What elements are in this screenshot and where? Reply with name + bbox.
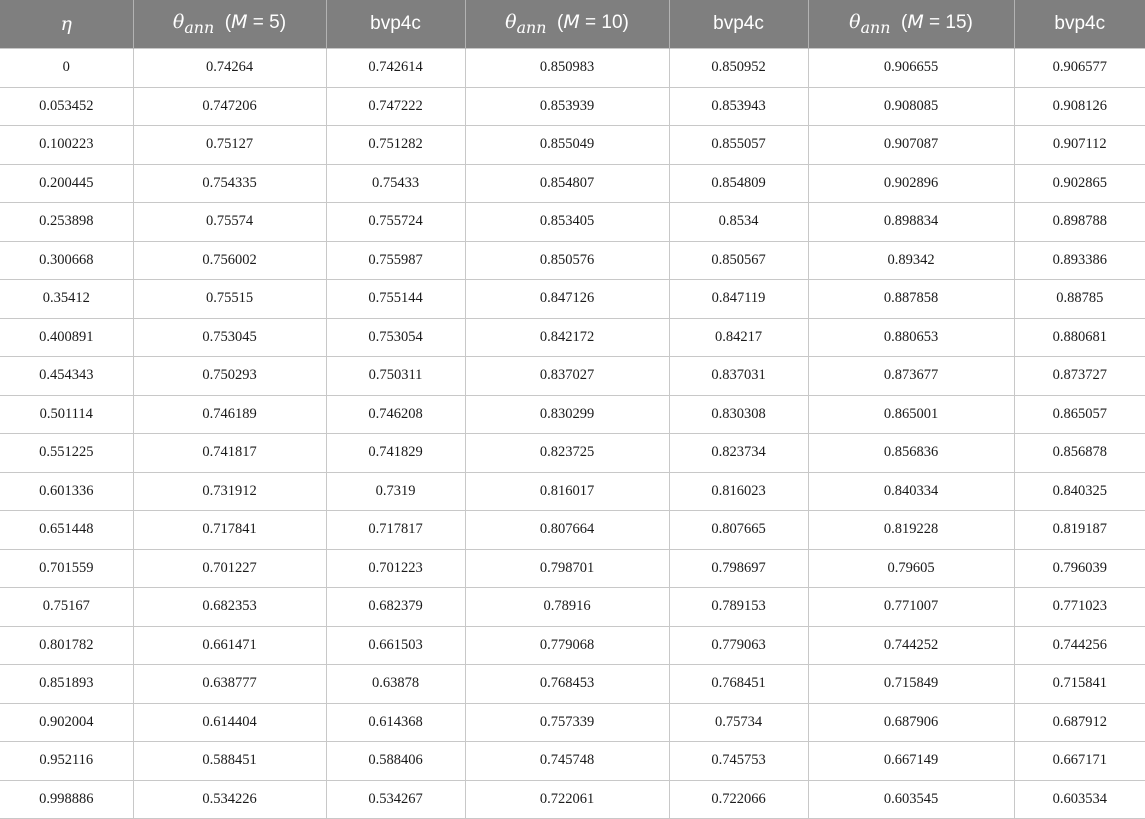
table-row (0, 318, 1145, 357)
table-cell: 0.796039 (1014, 549, 1145, 588)
table-row (0, 626, 1145, 665)
theta-subscript: ann (516, 17, 547, 37)
header-theta-ann-m15 (808, 0, 1014, 49)
table-cell: 0.588406 (326, 742, 465, 781)
table-cell: 0.855049 (465, 126, 669, 165)
table-cell: 0.750293 (133, 357, 326, 396)
table-cell: 0.771007 (808, 588, 1014, 627)
table-cell: 0.661471 (133, 626, 326, 665)
table-cell: 0.741829 (326, 434, 465, 473)
table-cell: 0.741817 (133, 434, 326, 473)
table-cell: 0.750311 (326, 357, 465, 396)
header-bvp4c-m10: bvp4c (669, 0, 808, 49)
m-value: = 10) (579, 12, 629, 34)
table-cell: 0.907087 (808, 126, 1014, 165)
theta-symbol: θ (849, 11, 861, 34)
table-cell: 0.501114 (0, 395, 133, 434)
table-cell: 0.79605 (808, 549, 1014, 588)
table-cell: 0.747206 (133, 87, 326, 126)
table-row (0, 126, 1145, 165)
table-cell: 0.687912 (1014, 703, 1145, 742)
table-cell: 0.830308 (669, 395, 808, 434)
table-cell: 0.856878 (1014, 434, 1145, 473)
table-cell: 0.906577 (1014, 49, 1145, 88)
table-cell: 0.701223 (326, 549, 465, 588)
table-cell: 0.551225 (0, 434, 133, 473)
table-cell: 0.898788 (1014, 203, 1145, 242)
table-cell: 0.755144 (326, 280, 465, 319)
table-cell: 0.701227 (133, 549, 326, 588)
table-cell: 0.768453 (465, 665, 669, 704)
table-cell: 0.801782 (0, 626, 133, 665)
table-cell: 0.807664 (465, 511, 669, 550)
table-header (0, 0, 1145, 49)
table-cell: 0.588451 (133, 742, 326, 781)
table-cell: 0.907112 (1014, 126, 1145, 165)
table-cell: 0.893386 (1014, 241, 1145, 280)
table-cell: 0.823725 (465, 434, 669, 473)
table-cell: 0.837031 (669, 357, 808, 396)
table-cell: 0.816023 (669, 472, 808, 511)
paren-open: ( (546, 12, 564, 34)
table-cell: 0.755724 (326, 203, 465, 242)
header-theta-ann-m5 (133, 0, 326, 49)
table-cell: 0.880681 (1014, 318, 1145, 357)
table-cell: 0.744252 (808, 626, 1014, 665)
table-cell: 0.768451 (669, 665, 808, 704)
table-cell: 0.75433 (326, 164, 465, 203)
table-row (0, 241, 1145, 280)
theta-subscript: ann (184, 17, 215, 37)
table-cell: 0.842172 (465, 318, 669, 357)
table-cell: 0.74264 (133, 49, 326, 88)
table-cell: 0.75127 (133, 126, 326, 165)
table-cell: 0.850576 (465, 241, 669, 280)
header-row (0, 0, 1145, 49)
table-cell: 0.682353 (133, 588, 326, 627)
table-cell: 0.819187 (1014, 511, 1145, 550)
table-cell: 0.753054 (326, 318, 465, 357)
header-bvp4c-m15: bvp4c (1014, 0, 1145, 49)
table-cell: 0.798701 (465, 549, 669, 588)
table-cell: 0.603545 (808, 780, 1014, 819)
table-cell: 0.731912 (133, 472, 326, 511)
table-cell: 0.823734 (669, 434, 808, 473)
table-cell: 0.651448 (0, 511, 133, 550)
table-cell: 0.701559 (0, 549, 133, 588)
header-eta (0, 0, 133, 49)
table-cell: 0.850567 (669, 241, 808, 280)
table-cell: 0.7319 (326, 472, 465, 511)
table-cell: 0.754335 (133, 164, 326, 203)
table-cell: 0.873677 (808, 357, 1014, 396)
table-cell: 0.75574 (133, 203, 326, 242)
table-cell: 0.667149 (808, 742, 1014, 781)
table-row (0, 780, 1145, 819)
paren-open: ( (890, 12, 908, 34)
table-cell: 0.78916 (465, 588, 669, 627)
table-cell: 0.717841 (133, 511, 326, 550)
table-cell: 0.840325 (1014, 472, 1145, 511)
table-cell: 0.89342 (808, 241, 1014, 280)
table-cell: 0.847119 (669, 280, 808, 319)
m-value: = 5) (247, 12, 287, 34)
table-cell: 0.906655 (808, 49, 1014, 88)
table-cell: 0.722061 (465, 780, 669, 819)
table-row (0, 549, 1145, 588)
table-cell: 0.908085 (808, 87, 1014, 126)
table-cell: 0.757339 (465, 703, 669, 742)
table-cell: 0.667171 (1014, 742, 1145, 781)
header-bvp4c-m5: bvp4c (326, 0, 465, 49)
table-cell: 0.682379 (326, 588, 465, 627)
table-cell: 0.865001 (808, 395, 1014, 434)
table-cell: 0.854807 (465, 164, 669, 203)
table-cell: 0.400891 (0, 318, 133, 357)
table-cell: 0.756002 (133, 241, 326, 280)
table-cell: 0.898834 (808, 203, 1014, 242)
table-row (0, 395, 1145, 434)
table-cell: 0.850952 (669, 49, 808, 88)
table-cell: 0.779063 (669, 626, 808, 665)
eta-symbol: η (60, 12, 72, 35)
table-row (0, 434, 1145, 473)
table-row (0, 280, 1145, 319)
table-cell: 0.601336 (0, 472, 133, 511)
table-cell: 0.35412 (0, 280, 133, 319)
theta-symbol: θ (172, 11, 185, 34)
table-cell: 0.902004 (0, 703, 133, 742)
table-cell: 0.880653 (808, 318, 1014, 357)
table-cell: 0.850983 (465, 49, 669, 88)
table-cell: 0.853943 (669, 87, 808, 126)
table-cell: 0.798697 (669, 549, 808, 588)
table-cell: 0.851893 (0, 665, 133, 704)
table-cell: 0.887858 (808, 280, 1014, 319)
table-cell: 0.952116 (0, 742, 133, 781)
table-cell: 0.603534 (1014, 780, 1145, 819)
table-cell: 0.638777 (133, 665, 326, 704)
table-cell: 0.722066 (669, 780, 808, 819)
table-cell: 0.534226 (133, 780, 326, 819)
table-cell: 0.747222 (326, 87, 465, 126)
m-variable: M (563, 11, 580, 34)
table-cell: 0.053452 (0, 87, 133, 126)
table-cell: 0.8534 (669, 203, 808, 242)
table-cell: 0.744256 (1014, 626, 1145, 665)
table-cell: 0.100223 (0, 126, 133, 165)
table-cell: 0.873727 (1014, 357, 1145, 396)
table-cell: 0.751282 (326, 126, 465, 165)
table-cell: 0.865057 (1014, 395, 1145, 434)
table-cell: 0.902896 (808, 164, 1014, 203)
header-theta-ann-m10 (465, 0, 669, 49)
table-cell: 0.614368 (326, 703, 465, 742)
table-cell: 0.742614 (326, 49, 465, 88)
table-cell: 0.854809 (669, 164, 808, 203)
table-cell: 0.661503 (326, 626, 465, 665)
table-cell: 0.753045 (133, 318, 326, 357)
m-variable: M (231, 11, 248, 34)
table-row (0, 665, 1145, 704)
table-row (0, 511, 1145, 550)
table-cell: 0.687906 (808, 703, 1014, 742)
table-cell: 0.771023 (1014, 588, 1145, 627)
table-cell: 0.856836 (808, 434, 1014, 473)
table-cell: 0.908126 (1014, 87, 1145, 126)
table-row (0, 742, 1145, 781)
table-cell: 0.534267 (326, 780, 465, 819)
m-variable: M (907, 11, 924, 34)
table-body (0, 49, 1145, 819)
table-cell: 0.998886 (0, 780, 133, 819)
table-cell: 0.746208 (326, 395, 465, 434)
table-cell: 0.819228 (808, 511, 1014, 550)
table-cell: 0.63878 (326, 665, 465, 704)
table-row (0, 703, 1145, 742)
table-cell: 0.454343 (0, 357, 133, 396)
table-cell: 0.847126 (465, 280, 669, 319)
table-cell: 0.902865 (1014, 164, 1145, 203)
table-row (0, 357, 1145, 396)
table-row (0, 203, 1145, 242)
table-cell: 0.88785 (1014, 280, 1145, 319)
table-cell: 0.715849 (808, 665, 1014, 704)
table-cell: 0.816017 (465, 472, 669, 511)
table-cell: 0.614404 (133, 703, 326, 742)
paren-open: ( (214, 12, 232, 34)
table-row (0, 87, 1145, 126)
table-cell: 0.745748 (465, 742, 669, 781)
table-cell: 0.830299 (465, 395, 669, 434)
table-cell: 0.746189 (133, 395, 326, 434)
table-cell: 0.840334 (808, 472, 1014, 511)
table-cell: 0 (0, 49, 133, 88)
table-cell: 0.855057 (669, 126, 808, 165)
table-cell: 0.717817 (326, 511, 465, 550)
table-cell: 0.84217 (669, 318, 808, 357)
table-cell: 0.300668 (0, 241, 133, 280)
table-cell: 0.200445 (0, 164, 133, 203)
table-cell: 0.75734 (669, 703, 808, 742)
table-cell: 0.253898 (0, 203, 133, 242)
table-cell: 0.715841 (1014, 665, 1145, 704)
table-cell: 0.75167 (0, 588, 133, 627)
table-row (0, 164, 1145, 203)
theta-symbol: θ (505, 11, 517, 34)
table-cell: 0.75515 (133, 280, 326, 319)
table-cell: 0.807665 (669, 511, 808, 550)
table-cell: 0.755987 (326, 241, 465, 280)
table-cell: 0.779068 (465, 626, 669, 665)
table-cell: 0.745753 (669, 742, 808, 781)
table-cell: 0.853405 (465, 203, 669, 242)
table-row (0, 472, 1145, 511)
table-cell: 0.853939 (465, 87, 669, 126)
table-row (0, 588, 1145, 627)
table-row (0, 49, 1145, 88)
table-cell: 0.789153 (669, 588, 808, 627)
m-value: = 15) (923, 12, 973, 34)
theta-subscript: ann (860, 17, 891, 37)
table-cell: 0.837027 (465, 357, 669, 396)
